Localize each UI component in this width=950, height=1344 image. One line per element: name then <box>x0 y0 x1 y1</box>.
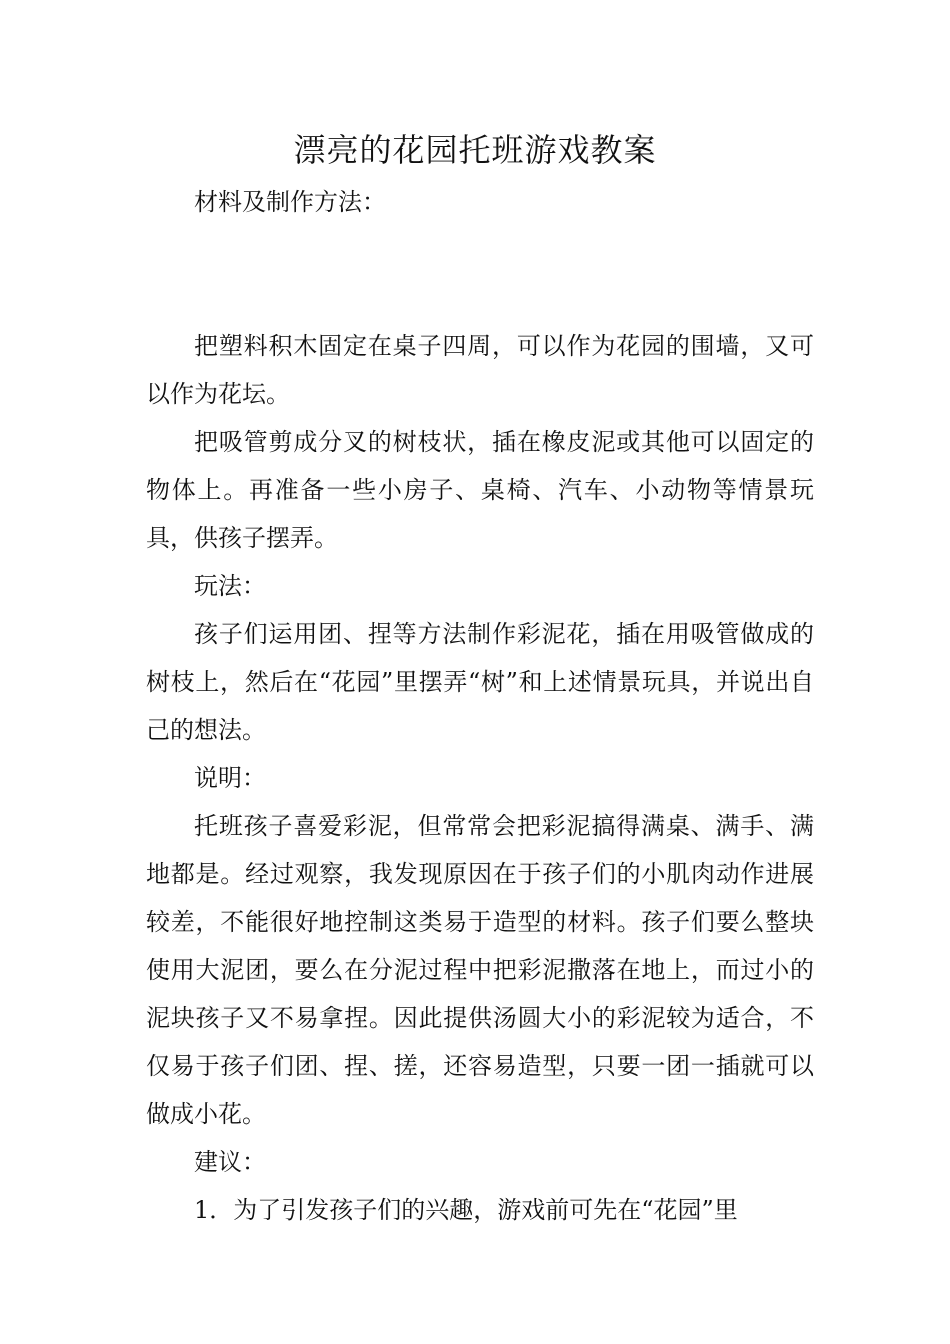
suggest-paragraph-1: 1．为了引发孩子们的兴趣，游戏前可先在“花园”里 <box>194 1196 738 1224</box>
play-paragraph-1: 孩子们运用团、捏等方法制作彩泥花，插在用吸管做成的树枝上，然后在“花园”里摆弄“树”和上述情景玩具，并说出自己的想法。 <box>146 620 814 744</box>
suggest-heading: 建议： <box>194 1148 266 1176</box>
document-body <box>146 178 814 1234</box>
materials-heading: 材料及制作方法： <box>194 188 386 216</box>
materials-paragraph-1: 把塑料积木固定在桌子四周，可以作为花园的围墙，又可以作为花坛。 <box>146 332 814 408</box>
blank-space <box>146 226 814 322</box>
materials-paragraph-2: 把吸管剪成分叉的树枝状，插在橡皮泥或其他可以固定的物体上。再准备一些小房子、桌椅、汽车、小动物等情景玩具，供孩子摆弄。 <box>146 428 814 552</box>
play-heading: 玩法： <box>194 572 266 600</box>
notes-heading: 说明： <box>194 764 266 792</box>
document-title: 漂亮的花园托班游戏教案 <box>293 131 657 169</box>
notes-paragraph-1: 托班孩子喜爱彩泥，但常常会把彩泥搞得满桌、满手、满地都是。经过观察，我发现原因在于孩子们的小肌肉动作进展较差，不能很好地控制这类易于造型的材料。孩子们要么整块使用大泥团，要么在分泥过程中把彩泥撒落在地上，而过小的泥块孩子又不易拿捏。因此提供汤圆大小的彩泥较为适合，不仅易于孩子们团、捏、搓，还容易造型，只要一团一插就可以做成小花。 <box>146 812 814 1128</box>
